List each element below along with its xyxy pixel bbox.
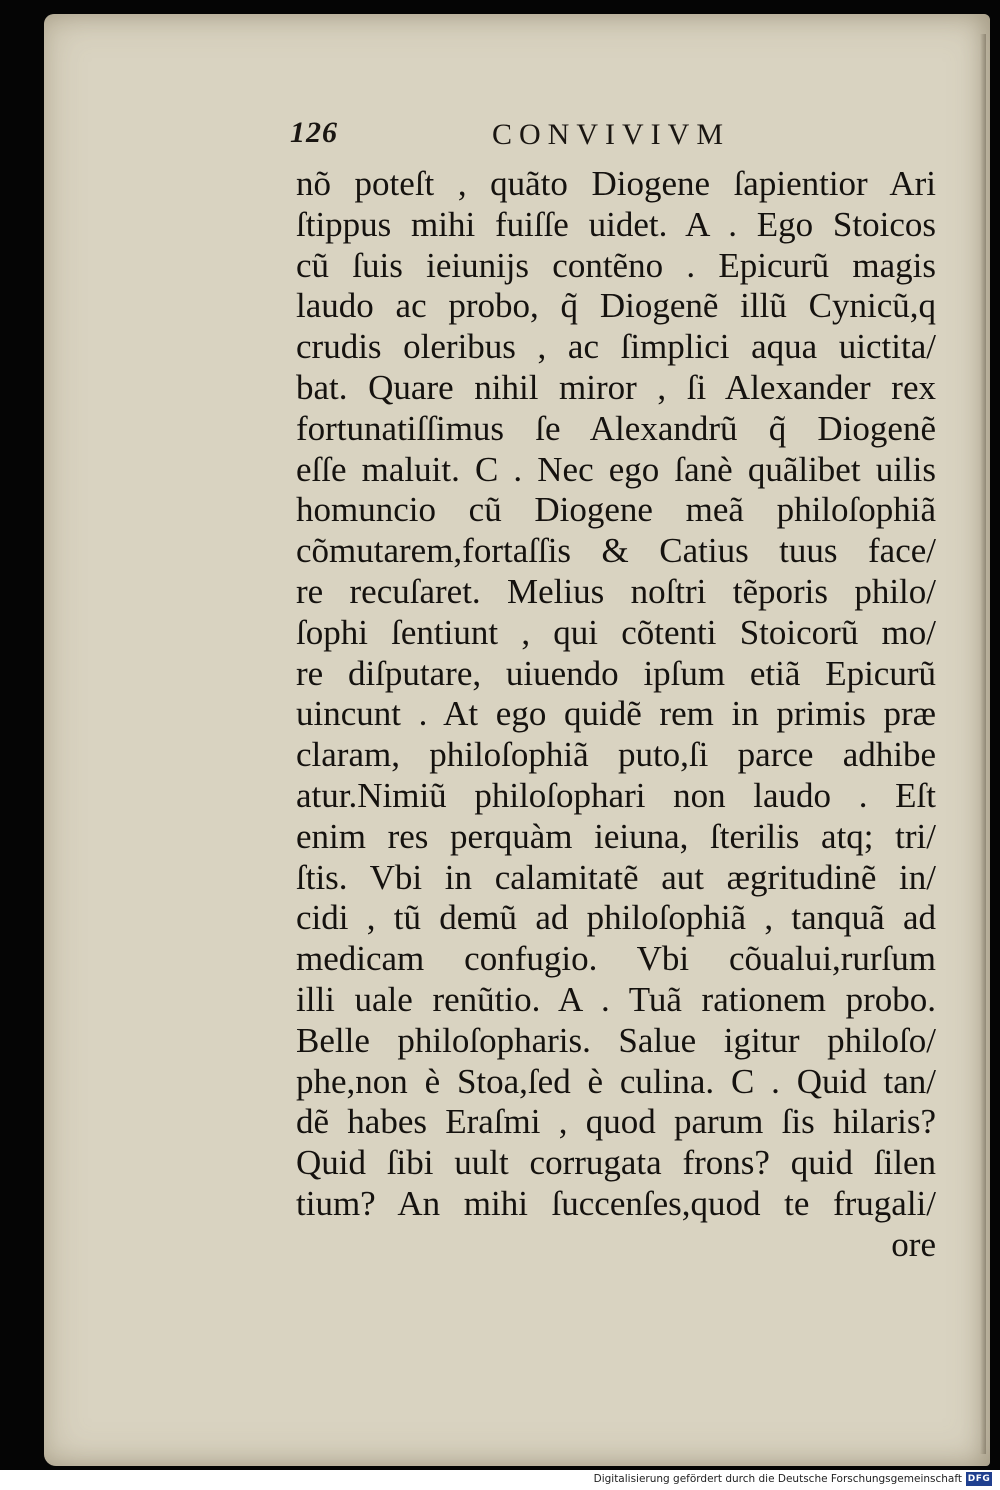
footer-bar	[0, 1470, 1000, 1490]
text-line: nõ poteſt , quãto Diogene ſapientior Ari	[296, 164, 936, 203]
text-line: eſſe maluit. C . Nec ego ſanè quãlibet uilis	[296, 449, 936, 489]
text-line: enim res perquàm ieiuna, ſterilis atq; tri/	[296, 816, 936, 856]
text-line: crudis oleribus , ac ſimplici aqua uictita/	[296, 327, 936, 367]
running-head: CONVIVIVM	[492, 118, 730, 151]
text-line: ſtis. Vbi in calamitatẽ aut ægritudinẽ in/	[296, 857, 936, 897]
text-line: atur.Nimiũ philoſophari non laudo . Eſt	[296, 775, 936, 815]
text-line: cõmutarem,fortaſſis & Catius tuus face/	[296, 531, 936, 571]
page-edge-shadow	[980, 34, 986, 1454]
text-line: illi uale renũtio. A . Tuã rationem probo.	[296, 979, 936, 1019]
text-line: re diſputare, uiuendo ipſum etiã Epicurũ	[296, 653, 936, 693]
text-line: medicam confugio. Vbi cõualui,rurſum	[296, 939, 936, 979]
text-line: claram, philoſophiã puto,ſi parce adhibe	[296, 735, 936, 775]
text-line: bat. Quare nihil miror , ſi Alexander rex	[296, 367, 936, 407]
text-line: ſtippus mihi fuiſſe uidet. A . Ego Stoicos	[296, 204, 936, 244]
page-number: 126	[290, 116, 338, 149]
text-line: homuncio cũ Diogene meã philoſophiã	[296, 490, 936, 530]
text-line: Quid ſibi uult corrugata frons? quid ſilen	[296, 1143, 936, 1183]
text-line: tium? An mihi ſuccenſes,quod te frugali/	[296, 1183, 936, 1223]
funding-credit: Digitalisierung gefördert durch die Deutsche Forschungsgemeinschaft	[593, 1473, 962, 1485]
text-line: cidi , tũ demũ ad philoſophiã , tanquã ad	[296, 898, 936, 938]
text-line: dẽ habes Eraſmi , quod parum ſis hilaris?	[296, 1102, 936, 1142]
text-line: re recuſaret. Melius noſtri tẽporis philo/	[296, 571, 936, 611]
text-line: phe,non è Stoa,ſed è culina. C . Quid tan/	[296, 1061, 936, 1101]
text-line: Belle philoſopharis. Salue igitur philoſo/	[296, 1020, 936, 1060]
catchword: ore	[891, 1224, 936, 1264]
text-line: laudo ac probo, q̃ Diogenẽ illũ Cynicũ,q	[296, 286, 936, 326]
text-line: uincunt . At ego quidẽ rem in primis præ	[296, 694, 936, 734]
page-header	[290, 116, 790, 156]
text-line: fortunatiſſimus ſe Alexandrũ q̃ Diogenẽ	[296, 408, 936, 448]
text-line: ſophi ſentiunt , qui cõtenti Stoicorũ mo/	[296, 612, 936, 652]
text-line: cũ ſuis ieiunĳs contẽno . Epicurũ magis	[296, 245, 936, 285]
body-text	[296, 164, 936, 1266]
dfg-logo: DFG	[967, 1474, 991, 1484]
